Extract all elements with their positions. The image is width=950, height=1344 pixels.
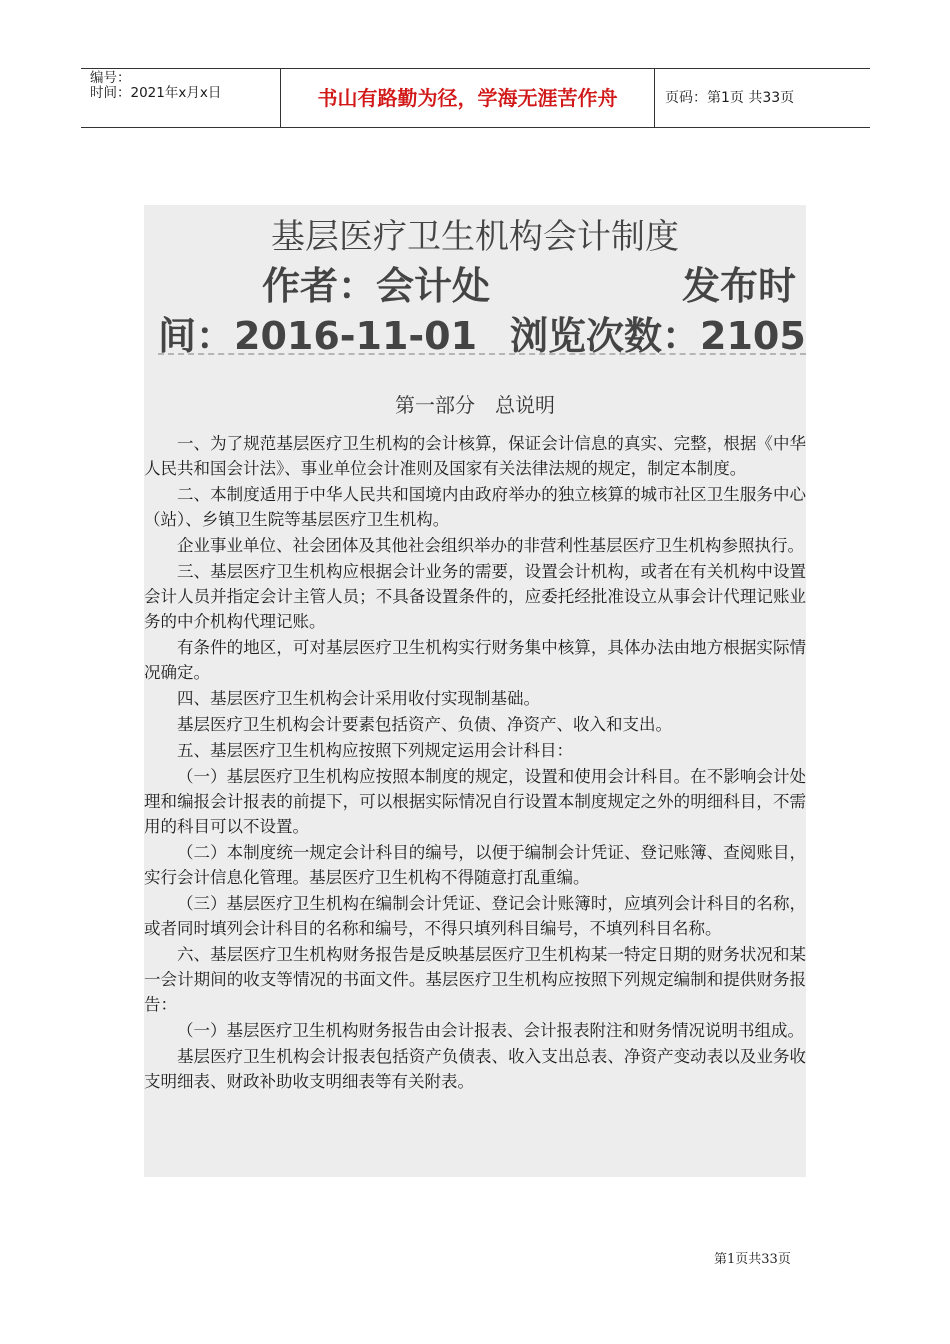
paragraph: 五、基层医疗卫生机构应按照下列规定运用会计科目： <box>177 741 573 760</box>
paragraph: 二、本制度适用于中华人民共和国境内由政府举办的独立核算的城市社区卫生服务中心（站）、乡镇卫生院等基层医疗卫生机构。 <box>144 485 806 529</box>
paragraph: 有条件的地区，可对基层医疗卫生机构实行财务集中核算，具体办法由地方根据实际情况确定。 <box>144 638 806 682</box>
paragraph: 基层医疗卫生机构会计要素包括资产、负债、净资产、收入和支出。 <box>177 715 672 734</box>
header-page-info: 页码：第1页 共33页 <box>665 90 795 106</box>
number-label: 编号： <box>90 70 131 86</box>
publish-date: 间：2016-11-01 <box>158 314 478 358</box>
dashed-divider <box>158 353 806 355</box>
view-count: 浏览次数：2105 <box>510 314 806 358</box>
paragraph-list <box>144 431 806 1095</box>
paragraph: 一、为了规范基层医疗卫生机构的会计核算，保证会计信息的真实、完整，根据《中华人民共和国会计法》、事业单位会计准则及国家有关法律法规的规定，制定本制度。 <box>144 434 806 478</box>
publish-label: 发布时 <box>682 264 797 308</box>
paragraph: 基层医疗卫生机构会计报表包括资产负债表、收入支出总表、净资产变动表以及业务收支明细表、财政补助收支明细表等有关附表。 <box>144 1047 806 1091</box>
paragraph: （三）基层医疗卫生机构在编制会计凭证、登记会计账簿时，应填列会计科目的名称，或者同时填列会计科目的名称和编号，不得只填列科目编号，不填列科目名称。 <box>144 894 806 938</box>
header-motto: 书山有路勤为径，学海无涯苦作舟 <box>281 69 655 127</box>
section-heading: 第一部分 总说明 <box>395 393 555 417</box>
time-label: 时间：2021年x月x日 <box>90 85 222 101</box>
author-label: 作者：会计处 <box>262 264 491 308</box>
paragraph: 四、基层医疗卫生机构会计采用收付实现制基础。 <box>177 689 540 708</box>
paragraph: （一）基层医疗卫生机构应按照本制度的规定，设置和使用会计科目。在不影响会计处理和编报会计报表的前提下，可以根据实际情况自行设置本制度规定之外的明细科目，不需用的科目可以不设置。 <box>144 767 806 836</box>
paragraph: 企业事业单位、社会团体及其他社会组织举办的非营利性基层医疗卫生机构参照执行。 <box>177 536 804 555</box>
paragraph: （二）本制度统一规定会计科目的编号，以便于编制会计凭证、登记账簿、查阅账目，实行会计信息化管理。基层医疗卫生机构不得随意打乱重编。 <box>144 843 806 887</box>
page-footer: 第1页共33页 <box>714 1252 791 1267</box>
page-header <box>81 68 870 128</box>
document-body <box>144 205 806 1177</box>
paragraph: （一）基层医疗卫生机构财务报告由会计报表、会计报表附注和财务情况说明书组成。 <box>177 1021 804 1040</box>
document-title: 基层医疗卫生机构会计制度 <box>271 217 679 257</box>
paragraph: 三、基层医疗卫生机构应根据会计业务的需要，设置会计机构，或者在有关机构中设置会计人员并指定会计主管人员；不具备设置条件的，应委托经批准设立从事会计代理记账业务的中介机构代理记账。 <box>144 562 806 631</box>
header-meta <box>81 69 281 127</box>
paragraph: 六、基层医疗卫生机构财务报告是反映基层医疗卫生机构某一特定日期的财务状况和某一会计期间的收支等情况的书面文件。基层医疗卫生机构应按照下列规定编制和提供财务报告： <box>144 945 806 1014</box>
